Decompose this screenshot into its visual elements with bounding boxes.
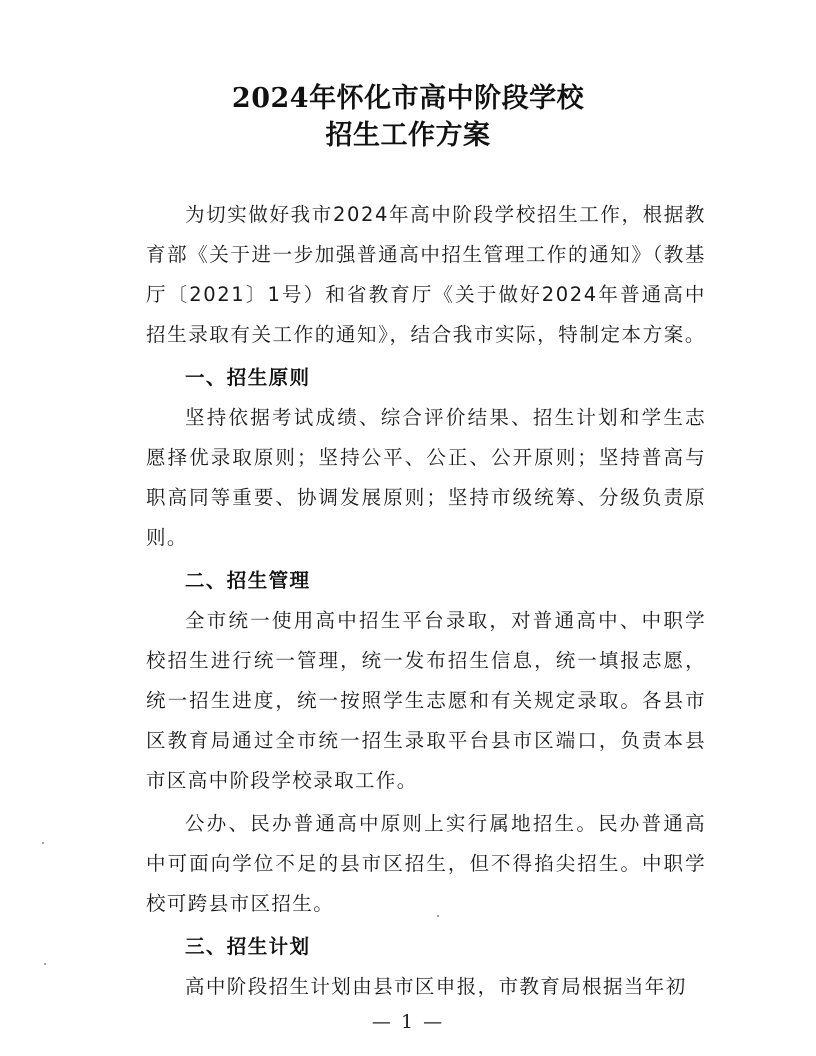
intro-paragraph: 为切实做好我市2024年高中阶段学校招生工作，根据教育部《关于进一步加强普通高中招生管理工作的通知》（教基厅〔2021〕1号）和省教育厅《关于做好2024年普通高中招生录取有关工作的通知》，结合我市实际，特制定本方案。 — [146, 203, 706, 346]
management-paragraph-1: 全市统一使用高中招生平台录取，对普通高中、中职学校招生进行统一管理，统一发布招生信息，统一填报志愿，统一招生进度，统一按照学生志愿和有关规定录取。各县市区教育局通过全市统一招生录取平台县市区端口，负责本县市区高中阶段学校录取工作。 — [146, 609, 706, 792]
document-title-line1: 2024年怀化市高中阶段学校 — [231, 83, 585, 114]
scan-speck — [437, 915, 439, 917]
management-paragraph-2: 公办、民办普通高中原则上实行属地招生。民办普通高中可面向学位不足的县市区招生，但不得掐尖招生。中职学校可跨县市区招生。 — [146, 812, 706, 915]
section-heading-principles: 一、招生原则 — [185, 366, 311, 389]
plan-paragraph: 高中阶段招生计划由县市区申报，市教育局根据当年初 — [185, 975, 687, 998]
document-body — [146, 195, 706, 1007]
scan-speck — [44, 963, 46, 965]
document-title-line2: 招生工作方案 — [325, 120, 491, 151]
section-heading-management: 二、招生管理 — [185, 569, 311, 592]
principles-paragraph: 坚持依据考试成绩、综合评价结果、招生计划和学生志愿择优录取原则；坚持公平、公正、公开原则；坚持普高与职高同等重要、协调发展原则；坚持市级统筹、分级负责原则。 — [146, 406, 706, 549]
scan-speck — [42, 842, 44, 844]
page-number: — 1 — — [371, 1011, 445, 1033]
section-heading-plan: 三、招生计划 — [185, 935, 311, 958]
